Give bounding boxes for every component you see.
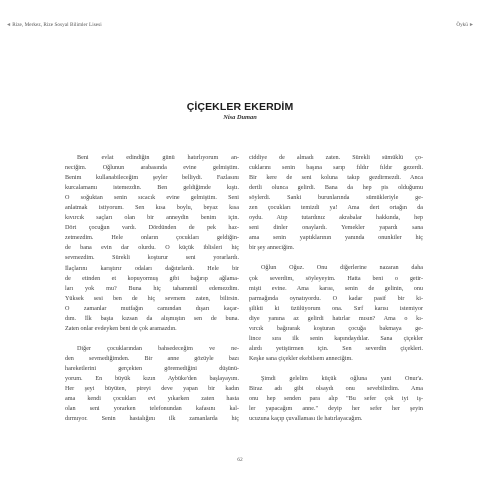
text-line: Dört çocuğun vardı. Dördünden de pek haz- — [65, 225, 239, 232]
text-line: de bana evin dar olurdu. O küçük iblisleri hiç — [65, 245, 239, 252]
text-line: çok severdim, söyleyeyim. Hatta beni o getir- — [249, 275, 423, 282]
text-line: İlaçlarını karıştırır odaları dağıtırlardı. Hele bir — [65, 265, 239, 272]
text-line: lince sıra ilk senin kapındaydılar. Sana çiçekler — [249, 335, 423, 342]
left-text-column — [65, 153, 239, 424]
text-line: hareketlerini gerçekten göremediğini düşünü- — [65, 365, 239, 372]
text-line: parmağında oynatıyordu. O kadar pasif bir ki- — [249, 295, 423, 302]
text-line: Şimdi gelelim küçük oğluna yani Onur'a. — [261, 375, 423, 382]
arrow-right-icon: ► — [468, 22, 474, 28]
text-line: oydu. Atıp tutardınız akrabalar hakkında, hep — [249, 215, 423, 222]
text-line: sevmezdim. Sürekli koşturur seni yorarlardı. — [65, 255, 239, 262]
school-name: Rize, Merkez, Rize Sosyal Bilimler Lisesi — [12, 22, 102, 28]
text-line: cuklarını senin başına sarıp fıldır fıldır gezerdi. — [249, 165, 423, 172]
text-line: olan seni yorarken telefonundan kafasını kal- — [65, 406, 239, 413]
story-author: Nisa Duman — [223, 114, 257, 121]
text-line: alırdı yetiştirmen için. Sen severdin çiçekleri. — [249, 345, 423, 352]
text-line: anlatmak istiyorum. Sen kısa boylu, beyaz kısa — [65, 205, 239, 212]
text-line: Benim kullanabileceğim şeyler belliydi. Fazlasını — [65, 175, 239, 182]
text-line: dım. İlk başta kızsan da alışmıştın sen de buna. — [65, 315, 239, 322]
text-line: Bir kere de seni koluna takıp gezdirmezdi. Anca — [249, 175, 423, 182]
right-text-column — [249, 153, 423, 424]
text-line: mişti evine. Ama karısı, senin de gelinin, onu — [249, 285, 423, 292]
text-line: yorum. En büyük kızın Aybüke'den başlayayım. — [65, 375, 239, 382]
text-line: vırcık bağırarak koşturan çocuğa bakmaya ge- — [249, 325, 423, 332]
text-line: Oğlun Oğuz. Onu diğerlerine nazaran daha — [261, 265, 423, 272]
text-line: dırmıyor. Senin hastalığını ilk zamanlarda hiç — [65, 416, 239, 423]
text-line: onu hep senden para alıp "Bu sefer çok iyi iş- — [249, 396, 423, 403]
text-line: neciğim. Oğlunun arabasında evine gelmiştim. — [65, 165, 239, 172]
text-line: den sevmediğimden. Bir anne gözüyle bazı — [65, 355, 239, 362]
text-line: Yüksek sesi ben de hiç sevmem zaten, bilirsin. — [65, 295, 239, 302]
text-line: O zamanlar mutfağın camından dışarı kaçar- — [65, 305, 239, 312]
text-line: şilikti ki üzülüyorum ona. Sırf karısı istemiyor — [249, 305, 423, 312]
text-line: zetmezdim. Hele onların çocukları geldiğin- — [65, 235, 239, 242]
running-header-right — [456, 22, 474, 28]
text-line: seni dinler onaylardı. Yemekler yapardı sana — [249, 225, 423, 232]
page-number: 62 — [237, 457, 243, 463]
text-line: Zaten onlar evdeyken beni de çok aramazdın. — [65, 325, 177, 332]
text-line: dertli olunca gelirdi. Bana da hep pis olduğumu — [249, 185, 423, 192]
text-line: Her şeyi büyüten, pireyi deve yapan bir kadın — [65, 386, 239, 393]
text-line: zen çocukları temizdi ya! Ama dert ortağın da — [249, 205, 423, 212]
text-line: ama senin yaptıklarının yanında onunkiler hiç — [249, 235, 423, 242]
text-line: ler yapacağım anne." deyip her sefer her şeyin — [249, 406, 423, 413]
running-header-left — [6, 22, 102, 28]
text-line: diye yanına az gelirdi hatırlar mısın? Ama o kı- — [249, 315, 423, 322]
text-line: kıvırcık saçları olan bir anneydin benim için. — [65, 215, 239, 222]
text-line: Keşke sana çiçekler ekebilsem anneciğim. — [249, 355, 353, 362]
text-line: bir şey anneciğim. — [249, 245, 295, 252]
section-label: Öykü — [456, 22, 468, 28]
text-line: Beni evlat edindiğin günü hatırlıyorum an- — [77, 155, 239, 161]
text-line: de etinden et kopuyormuş gibi bağırıp ağlama- — [65, 275, 239, 282]
arrow-left-icon: ◄ — [6, 22, 12, 28]
text-line: Diğer çocuklarından bahsedeceğim ve ne- — [77, 345, 239, 352]
text-line: söylerdi. Sanki burunlarında sümükleriyle ge- — [249, 195, 423, 202]
text-line: ları yok mu? Buna hiç tahammül edemezdim. — [65, 285, 239, 292]
text-line: Biraz adı gibi olsaydı onu sevebilirdim. Ama — [249, 385, 423, 392]
text-line: O soğuktan senin sıcacık evine gelmiştim. Seni — [65, 195, 239, 202]
story-title: ÇİÇEKLER EKERDİM — [186, 101, 294, 113]
text-line: ciddiye de almadı zaten. Sürekli sümüklü ço- — [249, 155, 423, 161]
text-line: ucuzuna kaçıp çuvallaması ile hatırlayacağım. — [249, 416, 363, 423]
text-line: ama kendi çocukları evi yıkarken zaten hasta — [65, 396, 239, 403]
text-line: kurcalamamı istemezdin. Ben geldiğimde kıştı. — [65, 185, 239, 192]
